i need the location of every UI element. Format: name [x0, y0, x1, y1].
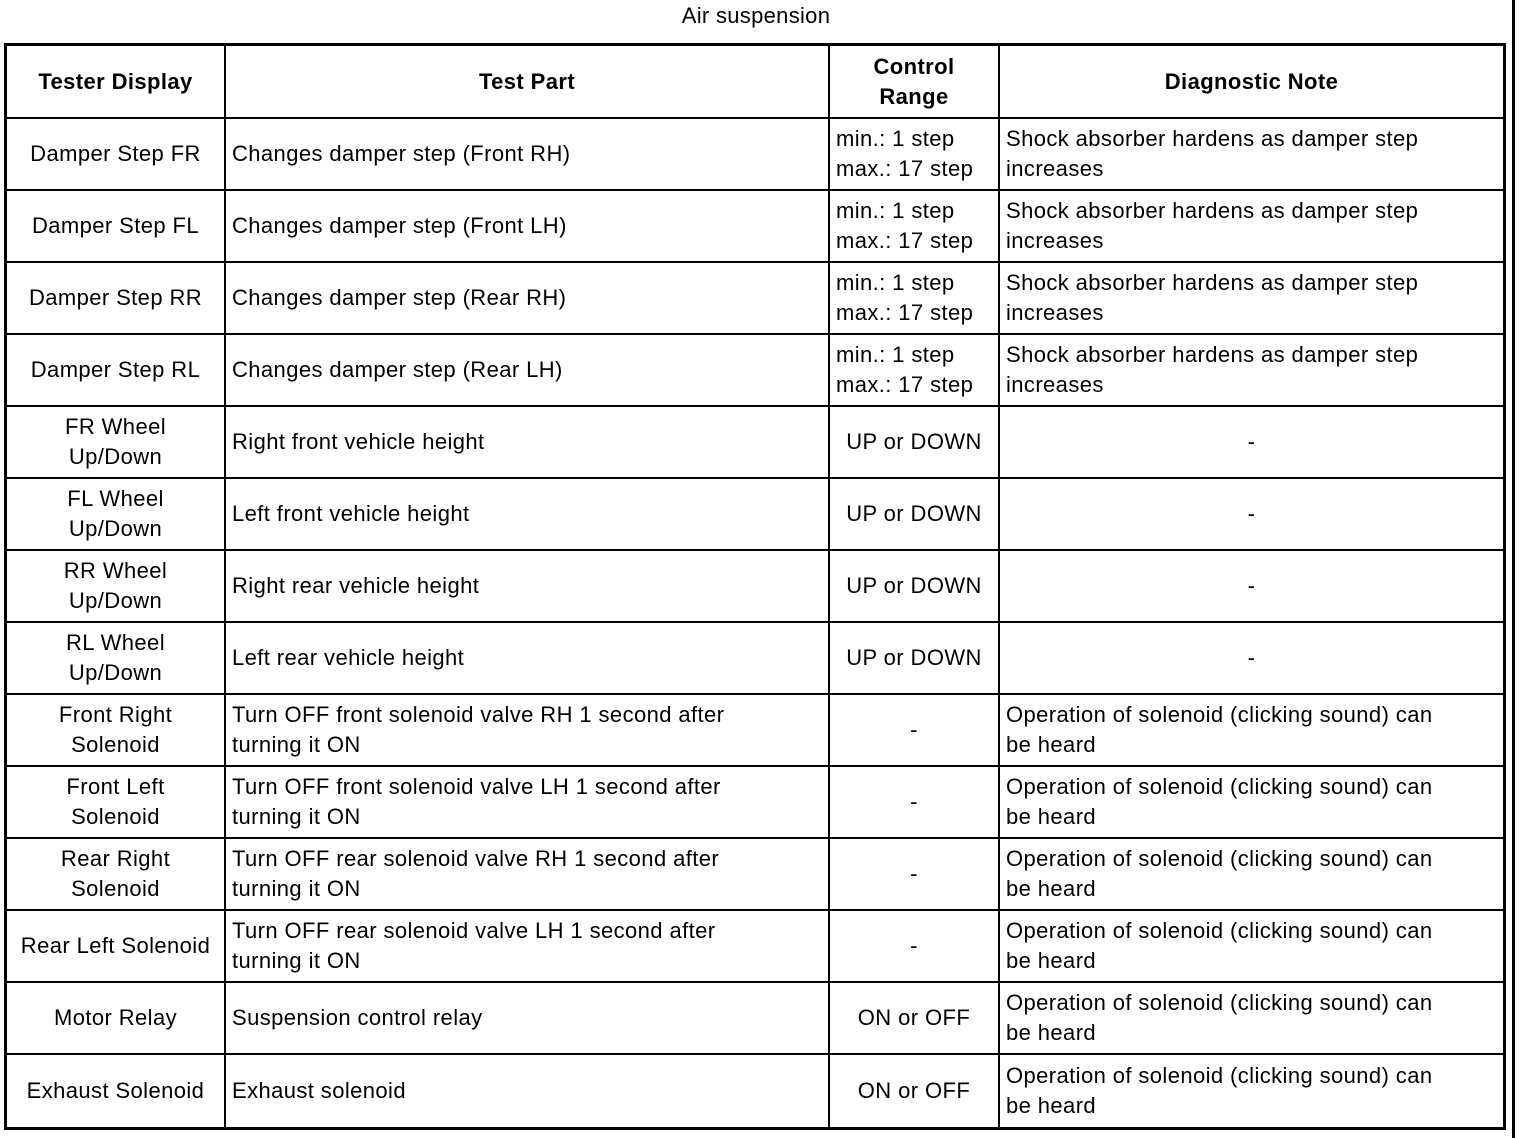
- page-right-border: [1512, 0, 1515, 1138]
- cell-test-part: Left front vehicle height: [226, 479, 830, 551]
- cell-control-range: min.: 1 step max.: 17 step: [830, 335, 1000, 407]
- cell-diagnostic-note: Operation of solenoid (clicking sound) can be heard: [1006, 1063, 1433, 1118]
- cell-control-range: ON or OFF: [830, 1055, 1000, 1127]
- cell-diagnostic-note: Operation of solenoid (clicking sound) can be heard: [1000, 983, 1503, 1055]
- header-control-range: Control Range: [830, 46, 1000, 119]
- cell-test-part: Exhaust solenoid: [226, 1055, 830, 1127]
- cell-control-range: min.: 1 step max.: 17 step: [830, 119, 1000, 191]
- cell-tester-display: RR Wheel Up/Down: [7, 551, 226, 623]
- cell-test-part: Turn OFF front solenoid valve LH 1 second after turning it ON: [226, 767, 830, 839]
- cell-diagnostic-note: Shock absorber hardens as damper step increases: [1000, 191, 1503, 263]
- cell-tester-display: FR Wheel Up/Down: [7, 407, 226, 479]
- cell-tester-display: Damper Step RL: [7, 335, 226, 407]
- cell-diagnostic-note: Operation of solenoid (clicking sound) can be heard: [1000, 911, 1503, 983]
- cell-tester-display: RL Wheel Up/Down: [7, 623, 226, 695]
- cell-control-range: -: [830, 767, 1000, 839]
- cell-control-range: min.: 1 step max.: 17 step: [830, 191, 1000, 263]
- cell-diagnostic-note: Operation of solenoid (clicking sound) can be heard: [1000, 695, 1503, 767]
- cell-test-part: Turn OFF rear solenoid valve RH 1 second after turning it ON: [226, 839, 830, 911]
- cell-diagnostic-note: -: [1000, 551, 1503, 623]
- cell-tester-display: Damper Step FR: [7, 119, 226, 191]
- air-suspension-table: [4, 43, 1506, 1130]
- cell-test-part: Right rear vehicle height: [226, 551, 830, 623]
- cell-tester-display: Rear Right Solenoid: [7, 839, 226, 911]
- header-tester-display: Tester Display: [7, 46, 226, 119]
- cell-control-range: min.: 1 step max.: 17 step: [830, 263, 1000, 335]
- cell-tester-display: FL Wheel Up/Down: [7, 479, 226, 551]
- cell-diagnostic-note: Operation of solenoid (clicking sound) can be heard: [1000, 839, 1503, 911]
- cell-tester-display: Rear Left Solenoid: [7, 911, 226, 983]
- cell-test-part: Changes damper step (Rear LH): [226, 335, 830, 407]
- cell-test-part: Turn OFF rear solenoid valve LH 1 second after turning it ON: [226, 911, 830, 983]
- cell-diagnostic-note: Shock absorber hardens as damper step increases: [1000, 119, 1503, 191]
- cell-test-part: Right front vehicle height: [226, 407, 830, 479]
- cell-test-part: Changes damper step (Front LH): [226, 191, 830, 263]
- cell-test-part: Changes damper step (Rear RH): [226, 263, 830, 335]
- cell-tester-display: Damper Step FL: [7, 191, 226, 263]
- cell-diagnostic-note: -: [1000, 479, 1503, 551]
- cell-tester-display: Front Right Solenoid: [7, 695, 226, 767]
- table-caption: Air suspension: [681, 3, 831, 28]
- cell-control-range: UP or DOWN: [830, 551, 1000, 623]
- cell-diagnostic-note: Operation of solenoid (clicking sound) can be heard: [1000, 767, 1503, 839]
- cell-tester-display: Motor Relay: [7, 983, 226, 1055]
- cell-test-part: Changes damper step (Front RH): [226, 119, 830, 191]
- cell-diagnostic-note: Shock absorber hardens as damper step increases: [1000, 263, 1503, 335]
- header-diagnostic-note: Diagnostic Note: [1000, 46, 1503, 119]
- cell-test-part: Suspension control relay: [226, 983, 830, 1055]
- cell-tester-display: Front Left Solenoid: [7, 767, 226, 839]
- cell-control-range: UP or DOWN: [830, 407, 1000, 479]
- cell-control-range: ON or OFF: [830, 983, 1000, 1055]
- cell-tester-display: Exhaust Solenoid: [7, 1055, 226, 1127]
- cell-control-range: UP or DOWN: [830, 623, 1000, 695]
- cell-control-range: -: [830, 695, 1000, 767]
- cell-control-range: -: [830, 911, 1000, 983]
- cell-control-range: -: [830, 839, 1000, 911]
- header-test-part: Test Part: [226, 46, 830, 119]
- cell-diagnostic-note: Shock absorber hardens as damper step increases: [1000, 335, 1503, 407]
- cell-diagnostic-note: -: [1000, 623, 1503, 695]
- cell-diagnostic-note: -: [1000, 407, 1503, 479]
- cell-test-part: Turn OFF front solenoid valve RH 1 second after turning it ON: [226, 695, 830, 767]
- cell-tester-display: Damper Step RR: [7, 263, 226, 335]
- cell-control-range: UP or DOWN: [830, 479, 1000, 551]
- cell-test-part: Left rear vehicle height: [226, 623, 830, 695]
